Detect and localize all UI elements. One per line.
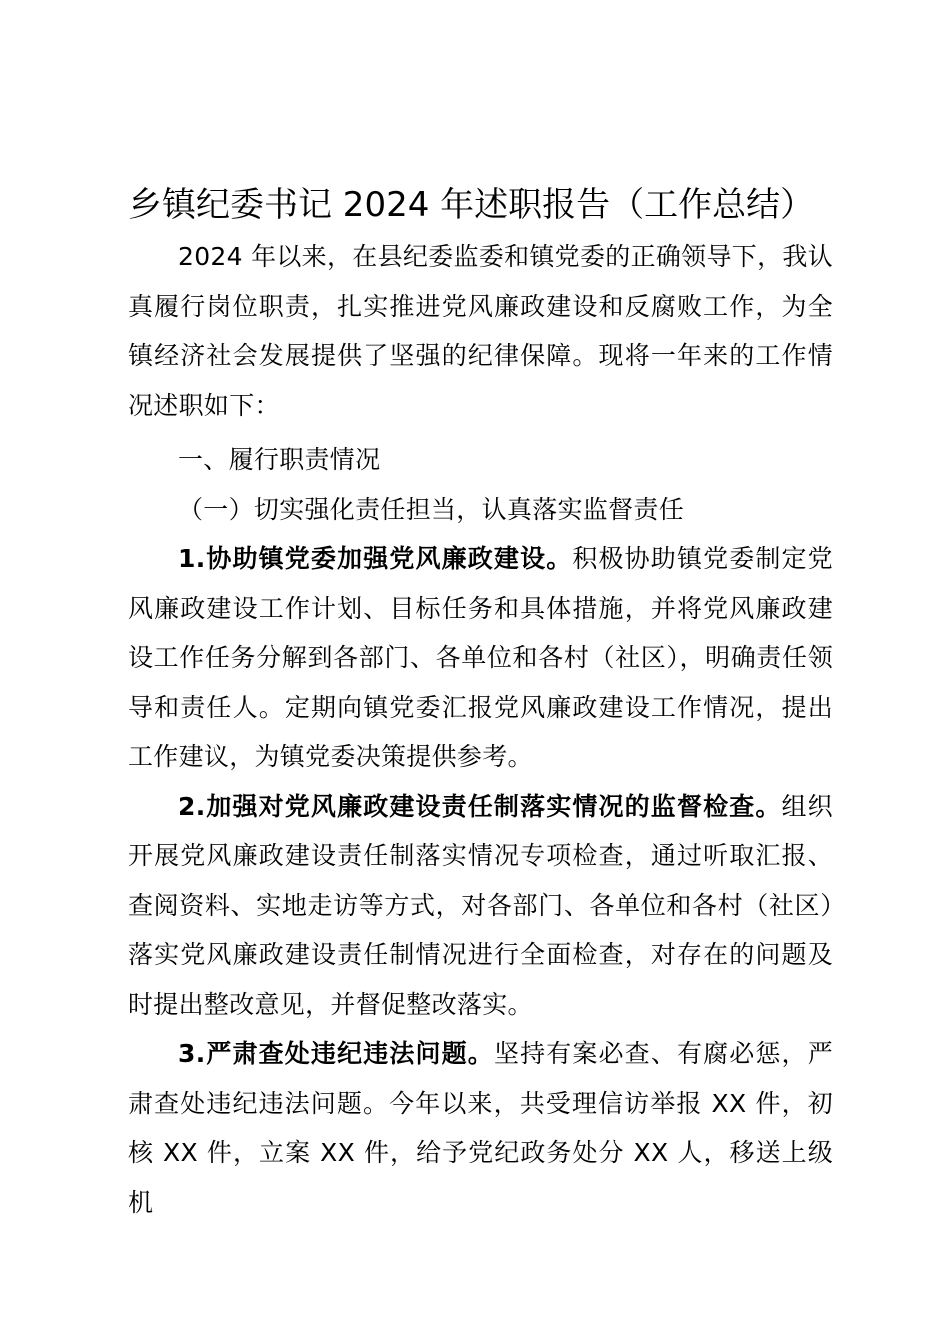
document-body — [128, 232, 833, 1227]
intro-paragraph: 2024 年以来，在县纪委监委和镇党委的正确领导下，我认真履行岗位职责，扎实推进党风廉政建设和反腐败工作，为全镇经济社会发展提供了坚强的纪律保障。现将一年来的工作情况述职如下： — [128, 242, 833, 420]
item-text-2: 组织开展党风廉政建设责任制落实情况专项检查，通过听取汇报、查阅资料、实地走访等方式，对各部门、各单位和各村（社区）落实党风廉政建设责任制情况进行全面检查，对存在的问题及时提出整改意见，并督促整改落实。 — [128, 791, 833, 1019]
document-title: 乡镇纪委书记 2024 年述职报告（工作总结） — [128, 185, 815, 225]
subsection-heading: （一）切实强化责任担当，认真落实监督责任 — [178, 494, 685, 524]
section-heading: 一、履行职责情况 — [178, 445, 381, 474]
item-lead-2: 2.加强对党风廉政建设责任制落实情况的监督检查。 — [178, 791, 782, 821]
item-text-1: 积极协助镇党委制定党风廉政建设工作计划、目标任务和具体措施，并将党风廉政建设工作任务分解到各部门、各单位和各村（社区），明确责任领导和责任人。定期向镇党委汇报党风廉政建设工作情况，提出工作建议，为镇党委决策提供参考。 — [128, 544, 833, 771]
item-paragraph-3 — [128, 1029, 833, 1227]
item-paragraph-2 — [128, 782, 833, 1030]
item-lead-1: 1.协助镇党委加强党风廉政建设。 — [178, 544, 573, 573]
item-text-3: 坚持有案必查、有腐必惩，严肃查处违纪违法问题。今年以来，共受理信访举报 XX 件，初核 XX 件，立案 XX 件，给予党纪政务处分 XX 人，移送上级机 — [128, 1039, 834, 1217]
item-paragraph-1 — [128, 534, 833, 782]
item-lead-3: 3.严肃查处违纪违法问题。 — [178, 1039, 494, 1068]
